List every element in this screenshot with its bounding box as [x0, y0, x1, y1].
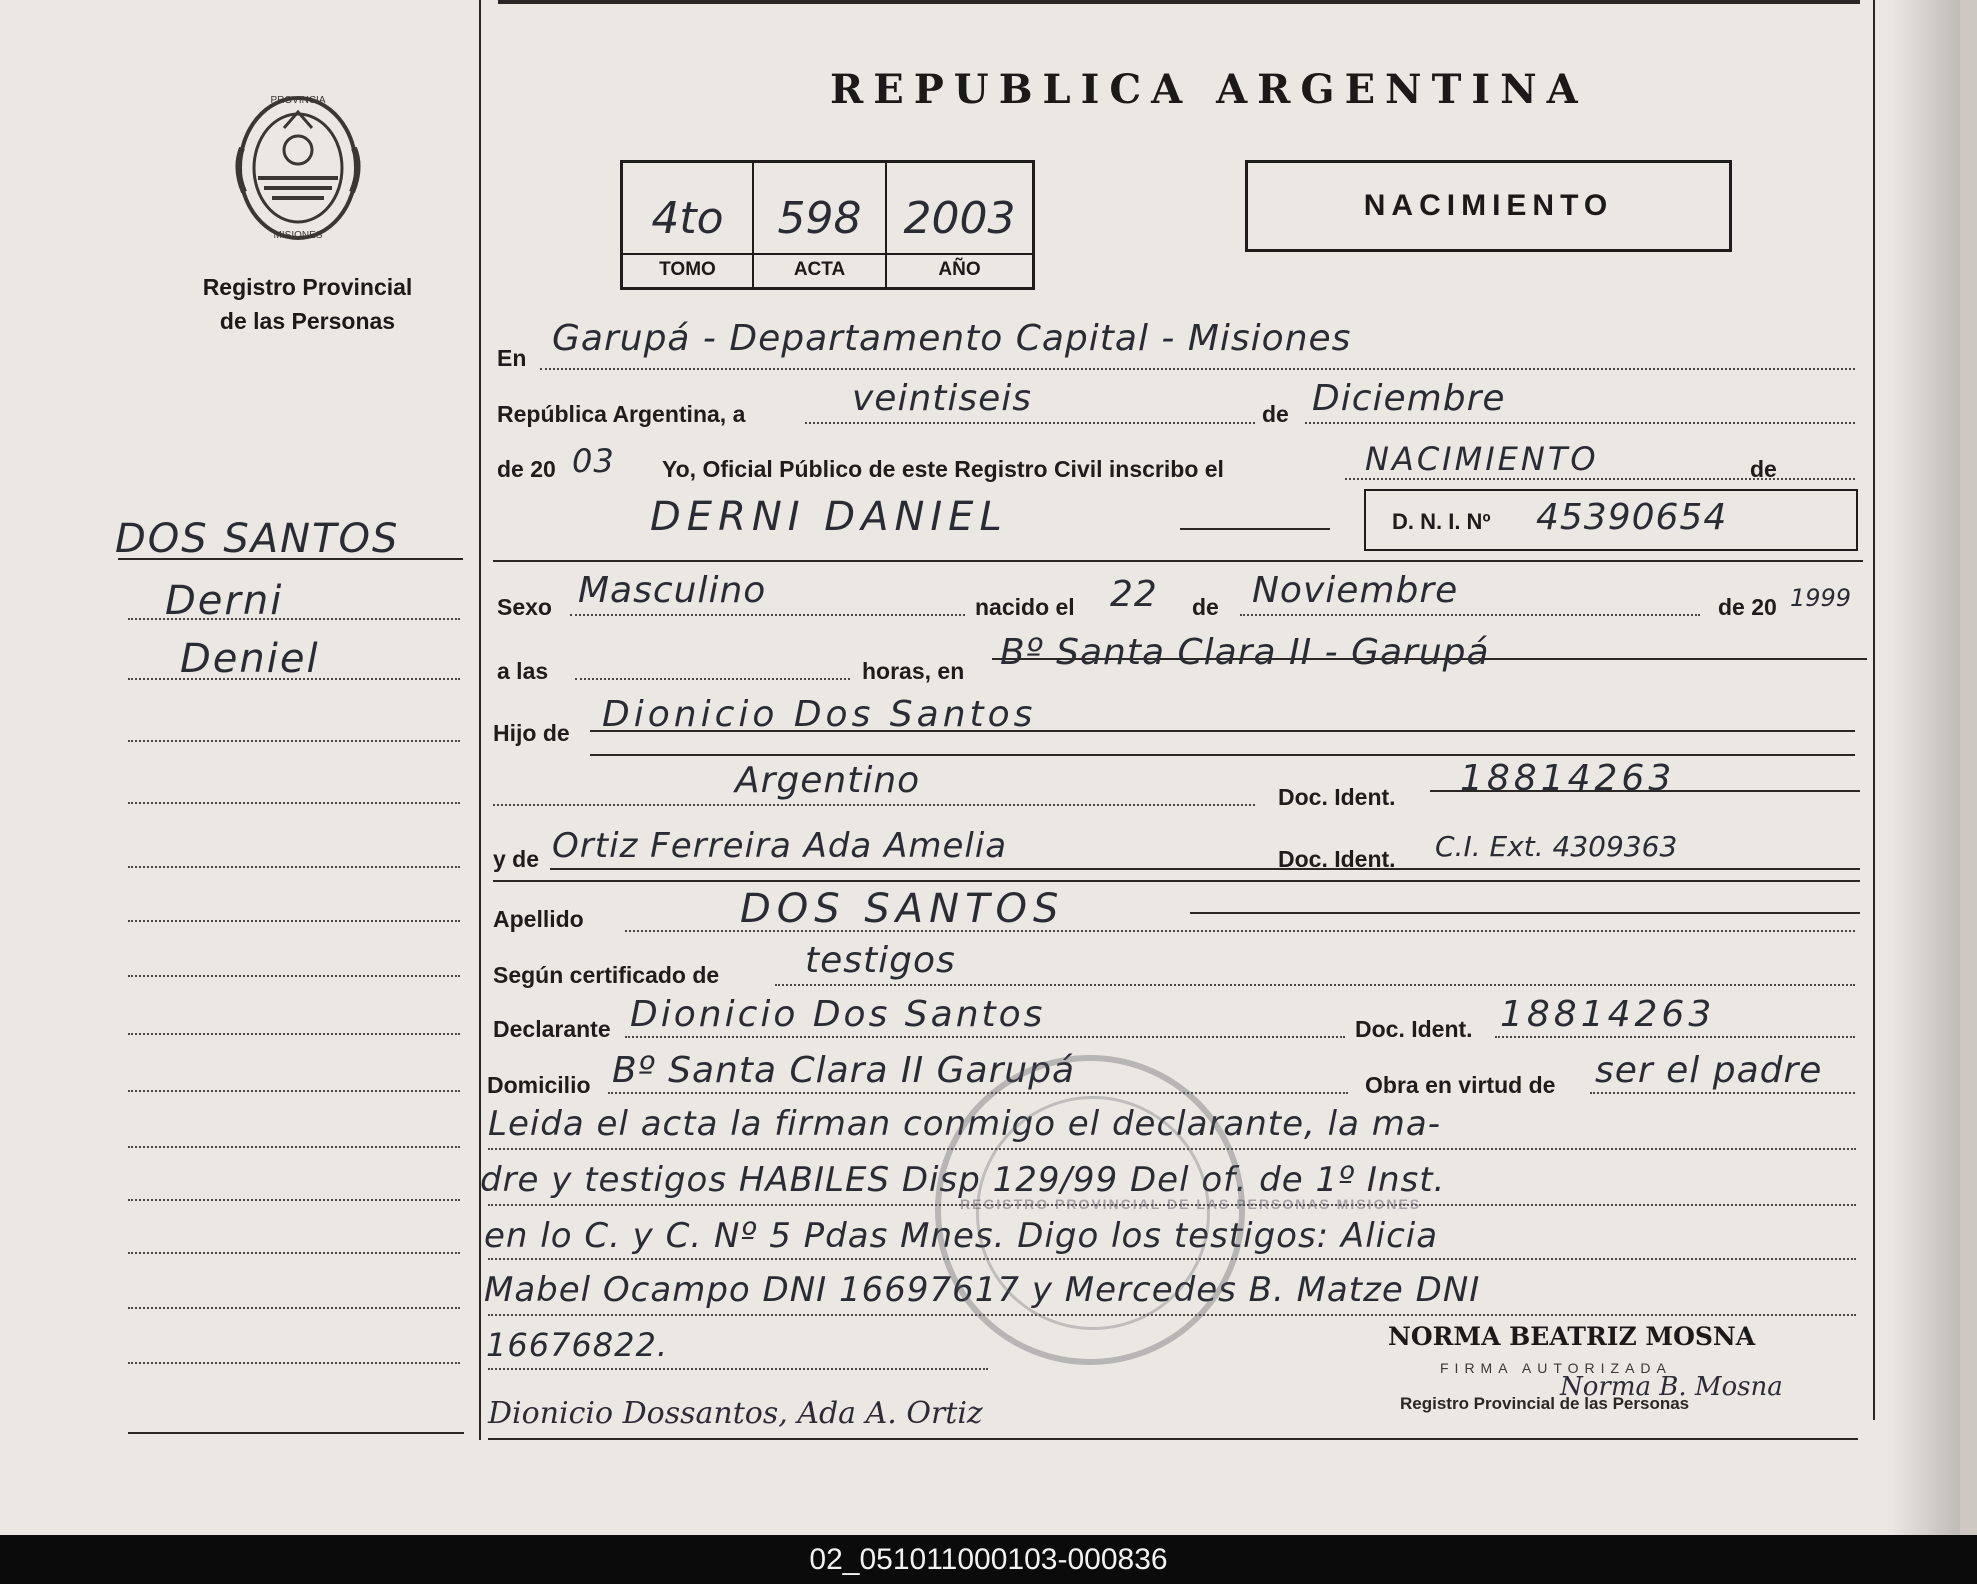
segun-line — [775, 984, 1855, 986]
declarante-line — [625, 1036, 1345, 1038]
notes-line-4: Mabel Ocampo DNI 16697617 y Mercedes B. Matze DNI — [484, 1270, 1481, 1310]
segun-label: Según certificado de — [493, 962, 720, 988]
y-de-label: y de — [493, 846, 540, 872]
official-name: NORMA BEATRIZ MOSNA — [1388, 1322, 1756, 1351]
ano-label: AÑO — [938, 259, 981, 280]
margin-surname-line — [118, 558, 463, 560]
dni-label: D. N. I. Nº — [1392, 509, 1491, 534]
domicilio-line — [608, 1092, 1348, 1094]
ano-value: 2003 — [903, 193, 1016, 244]
sexo-line — [570, 614, 965, 616]
de-label: de — [1262, 401, 1289, 427]
father-line-2 — [590, 754, 1855, 756]
registry-line-2: de las Personas — [219, 308, 396, 334]
margin-line — [128, 802, 460, 804]
a-las-label: a las — [497, 658, 549, 684]
child-name-line — [1180, 528, 1330, 530]
year-prefix: de 20 — [497, 456, 556, 482]
right-frame-line — [1873, 0, 1875, 1420]
republica-label: República Argentina, a — [497, 401, 746, 427]
margin-line — [128, 740, 460, 742]
margin-line — [128, 866, 460, 868]
place-line — [540, 368, 1855, 370]
ano-cell — [887, 163, 1032, 287]
tomo-cell — [623, 163, 754, 287]
section-divider — [493, 560, 1863, 562]
misiones-seal-icon — [228, 88, 368, 248]
yo-text: Yo, Oficial Público de este Registro Civil inscribo el — [662, 456, 1224, 482]
nationality-line — [493, 804, 1255, 806]
margin-second-name: Deniel — [180, 636, 320, 682]
margin-line — [128, 1252, 460, 1254]
mother-doc-value: C.I. Ext. 4309363 — [1435, 830, 1678, 863]
declarante-doc-line — [1495, 1036, 1855, 1038]
margin-line — [128, 1033, 460, 1035]
acta-registry-table — [620, 160, 1035, 290]
de-end-label: de — [1750, 456, 1777, 482]
svg-text:MISIONES: MISIONES — [273, 230, 323, 241]
official-signature: Norma B. Mosna — [1560, 1372, 1783, 1402]
margin-line — [128, 1307, 460, 1309]
margin-line — [128, 920, 460, 922]
notes-line-1: Leida el acta la firman conmigo el declarante, la ma- — [488, 1104, 1441, 1144]
day-words-value: veintiseis — [852, 378, 1033, 419]
image-code: 02_051011000103-000836 — [809, 1543, 1168, 1576]
place-value: Garupá - Departamento Capital - Misiones — [552, 318, 1352, 359]
inscribo-line — [1345, 478, 1855, 480]
hora-line — [575, 678, 850, 680]
declarante-label: Declarante — [493, 1016, 611, 1042]
de2-label: de — [1192, 594, 1219, 620]
stamp-inner-ring — [976, 1096, 1210, 1330]
dni-value: 45390654 — [1536, 497, 1728, 538]
margin-bottom-line — [128, 1432, 464, 1434]
declarante-value: Dionicio Dos Santos — [630, 994, 1046, 1035]
birth-day-value: 22 — [1110, 574, 1158, 615]
margin-line — [128, 1362, 460, 1364]
stamp-text: REGISTRO PROVINCIAL DE LAS PERSONAS MISIONES — [960, 1196, 1422, 1212]
left-column-divider — [479, 0, 481, 1440]
tomo-value: 4to — [651, 193, 724, 244]
obra-line — [1590, 1092, 1855, 1094]
acta-label: ACTA — [793, 259, 846, 280]
apellido-line-2 — [1190, 912, 1860, 914]
signature-baseline — [488, 1438, 1858, 1440]
notes-line-3: en lo C. y C. Nº 5 Pdas Mnes. Digo los testigos: Alicia — [484, 1216, 1439, 1256]
en-label: En — [497, 345, 527, 371]
official-office: Registro Provincial de las Personas — [1400, 1394, 1690, 1413]
mother-name-value: Ortiz Ferreira Ada Amelia — [552, 826, 1008, 866]
doc-ident-label: Doc. Ident. — [1278, 784, 1396, 810]
margin-line — [128, 678, 460, 680]
page-edge-shadow — [1890, 0, 1960, 1535]
domicilio-value: Bº Santa Clara II Garupá — [612, 1050, 1076, 1091]
nacido-label: nacido el — [975, 594, 1075, 620]
obra-value: ser el padre — [1595, 1050, 1823, 1091]
inscribo-value: NACIMIENTO — [1365, 440, 1599, 478]
birth-month-value: Noviembre — [1252, 570, 1459, 611]
father-name-value: Dionicio Dos Santos — [602, 694, 1037, 735]
doc-ident-label-2: Doc. Ident. — [1278, 846, 1396, 872]
birth-place-value: Bº Santa Clara II - Garupá — [1000, 632, 1490, 673]
notes-line — [488, 1368, 988, 1370]
father-doc-value: 18814263 — [1460, 758, 1676, 799]
top-frame-line — [498, 0, 1860, 4]
margin-line — [128, 975, 460, 977]
acta-value: 598 — [777, 193, 862, 244]
de20-label: de 20 — [1718, 594, 1777, 620]
day-line — [805, 422, 1255, 424]
margin-surname: DOS SANTOS — [115, 516, 400, 562]
tomo-label: TOMO — [659, 259, 716, 280]
act-type-box — [1245, 160, 1732, 252]
birth-year-value: 1999 — [1790, 584, 1852, 612]
segun-value: testigos — [805, 940, 956, 981]
obra-label: Obra en virtud de — [1365, 1072, 1556, 1098]
doc-ident-label-3: Doc. Ident. — [1355, 1016, 1473, 1042]
dni-box — [1364, 489, 1858, 551]
notes-line-5: 16676822. — [486, 1326, 669, 1364]
margin-line — [128, 1146, 460, 1148]
image-code-bar — [0, 1535, 1977, 1584]
year-suffix: 03 — [572, 442, 615, 480]
svg-text:PROVINCIA: PROVINCIA — [270, 95, 326, 106]
domicilio-label: Domicilio — [487, 1072, 591, 1098]
mother-line — [550, 868, 1860, 870]
margin-line — [128, 618, 460, 620]
mother-line-2 — [493, 880, 1860, 882]
notes-line-2: dre y testigos HABILES Disp 129/99 Del of. de 1º Inst. — [480, 1160, 1446, 1200]
apellido-value: DOS SANTOS — [740, 886, 1065, 932]
apellido-label: Apellido — [493, 906, 584, 932]
margin-line — [128, 1090, 460, 1092]
sexo-value: Masculino — [578, 570, 767, 611]
margin-line — [128, 1199, 460, 1201]
acta-cell — [754, 163, 887, 287]
birth-month-line — [1240, 614, 1700, 616]
act-type-label: NACIMIENTO — [1363, 189, 1614, 222]
declarante-doc-value: 18814263 — [1500, 994, 1716, 1035]
official-caption: FIRMA AUTORIZADA — [1440, 1360, 1672, 1376]
father-nationality-value: Argentino — [735, 760, 921, 801]
document-title: REPUBLICA ARGENTINA — [830, 66, 1588, 113]
margin-first-name: Derni — [165, 578, 284, 624]
sexo-label: Sexo — [497, 594, 552, 620]
month-value: Diciembre — [1312, 378, 1506, 419]
child-name-value: DERNI DANIEL — [650, 494, 1008, 540]
month-line — [1305, 422, 1855, 424]
registry-office-name — [150, 270, 465, 338]
hijo-label: Hijo de — [493, 720, 570, 746]
horas-label: horas, en — [862, 658, 965, 684]
declarant-signatures: Dionicio Dossantos, Ada A. Ortiz — [488, 1396, 983, 1431]
registry-line-1: Registro Provincial — [202, 274, 413, 300]
